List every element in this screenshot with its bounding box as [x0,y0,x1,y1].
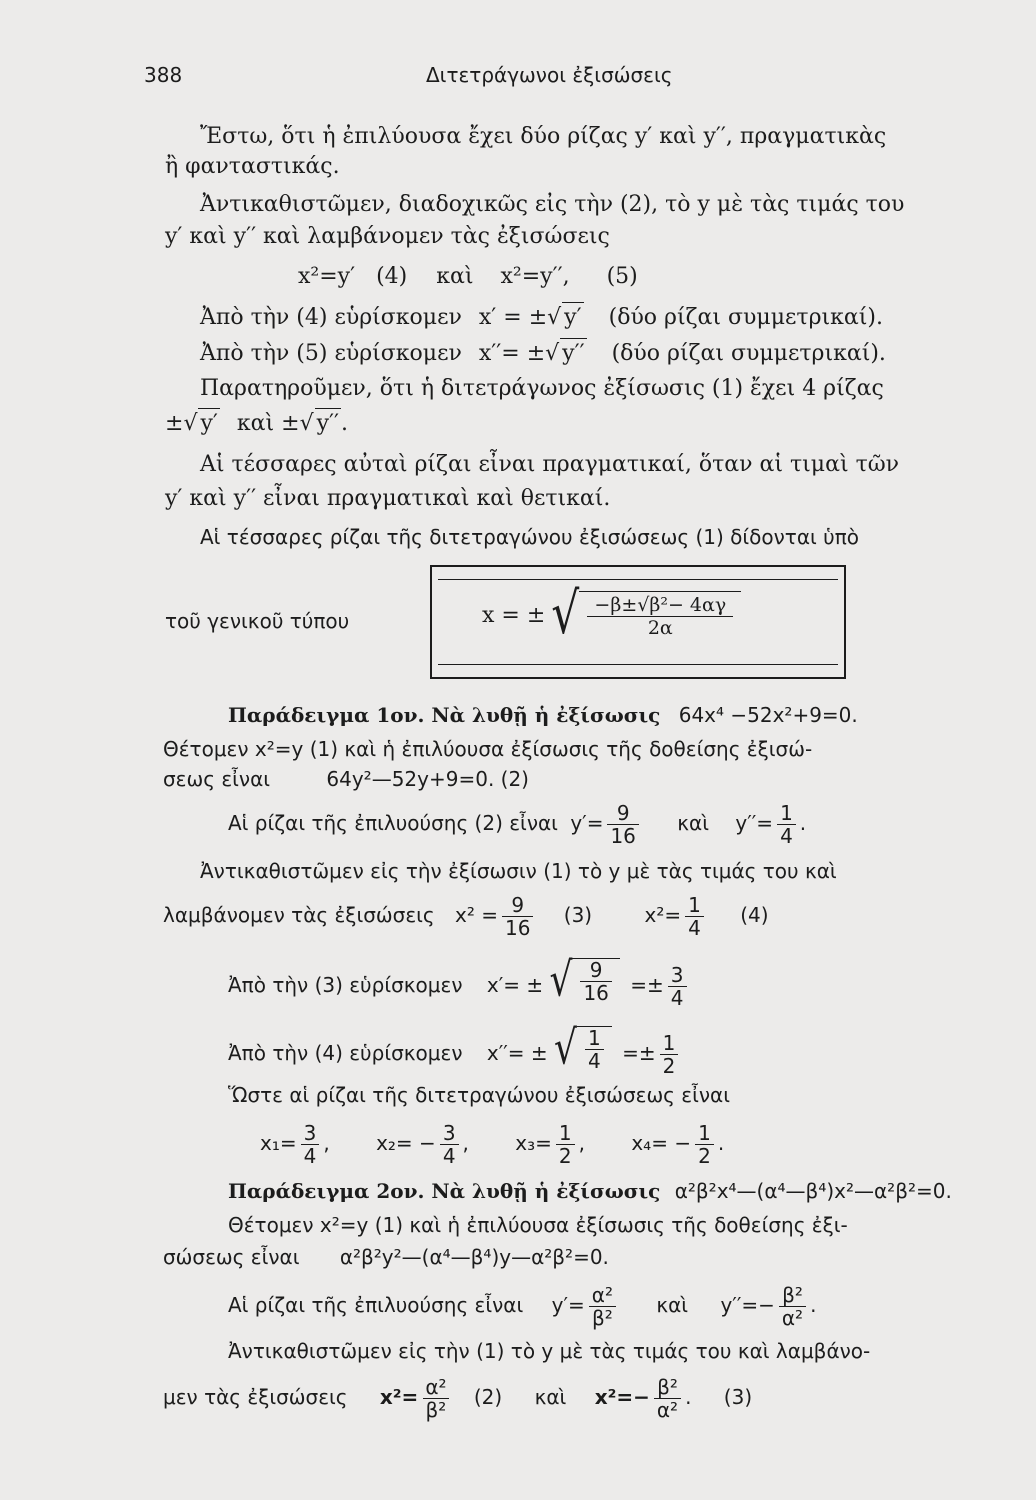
denominator: 4 [685,916,704,939]
paragraph-line: Ἀντικαθιστῶμεν, διαδοχικῶς εἰς τὴν (2), τὸ y μὲ τὰς τιμάς του [200,192,905,217]
root: x₃= [515,1131,552,1155]
denominator: 2 [556,1144,575,1167]
fraction [580,959,611,1004]
root: x₁= [260,1131,297,1155]
root: x₂= − [376,1131,436,1155]
text: σώσεως εἶναι [163,1245,300,1269]
equation: x²=− [594,1385,650,1409]
example-equation: 64x⁴ −52x²+9=0. [678,703,858,727]
radical-body [579,591,741,639]
numerator: β² [782,1283,803,1307]
equation: x′= ± [486,973,544,997]
equation: =± [622,1041,656,1065]
example-equation: α²β²x⁴—(α⁴—β⁴)x²—α²β²=0. [674,1179,952,1203]
example-title: Παράδειγμα 1ον. Νὰ λυθῇ ἡ ἐξίσωσις [228,703,661,727]
numerator: 1 [698,1121,711,1145]
four-roots-line [165,408,348,439]
conjunction: καὶ [677,811,710,835]
page-number: 388 [144,63,183,87]
big-radical [551,581,741,648]
radical-sign: √ [549,953,573,1007]
numerator: 1 [662,1031,676,1055]
equation: y′′= [735,811,774,835]
fraction [589,1284,616,1329]
numerator: 3 [442,1121,456,1145]
numerator: 1 [587,1026,601,1050]
fraction [779,1284,806,1329]
ex1-from-3 [228,953,691,1010]
radical-sign: √ [547,305,562,330]
radical-sign: √ [545,341,560,366]
denominator: 4 [440,1144,459,1167]
paragraph-line: Ἔστω, ὅτι ἡ ἐπιλύουσα ἔχει δύο ρίζας y′ καὶ y′′, πραγματικὰς [200,124,887,149]
denominator: 4 [777,824,796,847]
paragraph-line: y′ καὶ y′′ εἶναι πραγματικαὶ καὶ θετικαί. [165,486,611,511]
result-line-4 [200,302,883,333]
equation-tag: (3) [723,1385,753,1409]
period: . [799,811,807,835]
equation: y′′=− [720,1293,775,1317]
ex1-from-4 [228,1021,682,1078]
equation: x²=y′ [298,264,356,289]
general-formula-box [430,565,846,679]
ex1-roots-list: x₁= $\frac{3}{4}$ , x₂= − $\frac{3}{4}$ , x₃= $\frac{1}{2}$ , x₄= − $\frac{1}{2}$ . [260,1121,725,1168]
text: (δύο ρίζαι συμμετρικαί). [608,305,883,330]
conjunction: καὶ [534,1385,567,1409]
conjunction: καὶ [656,1293,689,1317]
equation-tag: (2) [473,1385,503,1409]
root: x₄= − [631,1131,692,1155]
radicand: y′ [562,302,583,333]
radical-sign: √ [554,1021,577,1075]
text: Ἀπὸ τὴν (4) εὑρίσκομεν [228,1041,463,1065]
ex1-roots-line [228,802,806,847]
equation: x′′= ± [478,341,546,366]
period: . [341,411,349,436]
paragraph-line: Θέτομεν x²=y (1) καὶ ἡ ἐπιλύουσα ἐξίσωσις τῆς δοθείσης ἐξισώ- [163,737,813,761]
paragraph-line: y′ καὶ y′′ καὶ λαμβάνομεν τὰς ἐξισώσεις [165,224,610,249]
running-title: Διτετράγωνοι ἐξισώσεις [426,63,673,87]
text: Αἱ ρίζαι τῆς ἐπιλυούσης (2) εἶναι [228,811,558,835]
radicand: y′′ [560,338,586,369]
radical-body [572,958,619,1004]
radicand: y′ [198,408,219,439]
fraction [502,894,533,939]
fraction [695,1122,714,1167]
numerator: 1 [780,801,793,825]
numerator: 9 [589,958,603,982]
resolvent-line [163,764,529,794]
formula-lhs: x = ± [482,602,546,628]
ex2-equations-line: μεν τὰς ἐξισώσεις x²= $\frac{\text{α²}}{\text{β²}}$ (2) καὶ x²=− $\frac{\text{β²}}{\text{α²}}$ . (3) [163,1375,753,1422]
text: μεν τὰς ἐξισώσεις [163,1385,348,1409]
example-title: Παράδειγμα 2ον. Νὰ λυθῇ ἡ ἐξίσωσις [228,1179,661,1203]
fraction [556,1122,575,1167]
result-line-5 [200,338,886,369]
numerator: β² [657,1375,678,1399]
text: σεως εἶναι [163,767,271,791]
fraction [422,1376,449,1421]
denominator: 16 [580,981,611,1004]
example-2-heading [228,1176,952,1206]
denominator: 2α [587,616,733,639]
equation: x²= [379,1385,419,1409]
denominator: β² [589,1306,616,1329]
general-formula-label: τοῦ γενικοῦ τύπου [165,609,350,633]
equation-line-4-5 [298,262,638,292]
numerator: 9 [616,801,630,825]
numerator: 1 [688,893,701,917]
fraction [440,1122,459,1167]
paragraph-line: ἢ φανταστικάς. [165,154,340,179]
fraction [654,1376,681,1421]
numerator: 3 [303,1121,317,1145]
conjunction: καὶ [436,264,474,289]
fraction [585,1027,604,1072]
equation: y′= [551,1293,585,1317]
text: (δύο ρίζαι συμμετρικαί). [611,341,886,366]
paragraph-line: Παρατηροῦμεν, ὅτι ἡ διτετράγωνος ἐξίσωσις (1) ἔχει 4 ρίζας [200,376,884,401]
denominator: 4 [301,1144,320,1167]
paragraph-line: Αἱ τέσσαρες ρίζαι τῆς διτετραγώνου ἐξισώσεως (1) δίδονται ὑπὸ [200,525,859,549]
numerator: −β±√β²− 4αγ [594,594,727,616]
paragraph-line: Ἀντικαθιστῶμεν εἰς τὴν (1) τὸ y μὲ τὰς τιμάς του καὶ λαμβάνο- [228,1339,871,1363]
resolvent-line [163,1242,609,1272]
general-formula [482,581,741,648]
fraction [301,1122,320,1167]
equation: 64y²—52y+9=0. (2) [326,767,529,791]
radical-body [577,1026,612,1072]
text: Ἀπὸ τὴν (3) εὑρίσκομεν [228,973,463,997]
equation: y′= [570,811,604,835]
denominator: β² [423,1398,450,1421]
denominator: α² [654,1398,681,1421]
equation: x² = [455,903,498,927]
denominator: 4 [668,986,687,1009]
fraction [685,894,704,939]
numerator: 3 [670,963,684,987]
fraction [660,1032,679,1077]
paragraph-line: Αἱ τέσσαρες αὐταὶ ρίζαι εἶναι πραγματικαί, ὅταν αἱ τιμαὶ τῶν [200,452,900,477]
example-1-heading [228,700,858,730]
fraction [607,802,638,847]
equation-tag: (5) [606,264,638,289]
radical [554,1021,612,1075]
fraction [668,964,687,1009]
equation: =± [630,973,664,997]
paragraph-line: Ἀντικαθιστῶμεν εἰς τὴν ἐξίσωσιν (1) τὸ y μὲ τὰς τιμάς του καὶ [200,859,837,883]
equation-tag: (4) [376,264,408,289]
fraction [587,594,733,639]
radical [549,953,619,1007]
equation-tag: (4) [740,903,769,927]
text: Ἀπὸ τὴν (4) εὑρίσκομεν [200,305,462,330]
numerator: 1 [558,1121,572,1145]
radical-sign: √ [299,411,314,436]
text: Ἀπὸ τὴν (5) εὑρίσκομεν [200,341,462,366]
ex1-equations-line [163,894,769,939]
paragraph-line: Θέτομεν x²=y (1) καὶ ἡ ἐπιλύουσα ἐξίσωσις τῆς δοθείσης ἐξι- [228,1213,848,1237]
equation: x²= [644,903,682,927]
equation: x′′= ± [486,1041,548,1065]
radical-sign: √ [183,411,198,436]
text: καὶ ± [236,411,300,436]
plus-minus: ± [165,411,184,436]
denominator: 4 [585,1049,604,1072]
numerator: 9 [511,893,525,917]
radical-sign: √ [551,581,580,648]
equation: α²β²y²—(α⁴—β⁴)y—α²β²=0. [339,1245,609,1269]
fraction [777,802,796,847]
denominator: α² [779,1306,806,1329]
equation-tag: (3) [563,903,593,927]
numerator: α² [591,1283,613,1307]
denominator: 2 [695,1144,714,1167]
denominator: 16 [607,824,638,847]
numerator: α² [425,1375,447,1399]
paragraph-line: Ὥστε αἱ ρίζαι τῆς διτετραγώνου ἐξισώσεως εἶναι [228,1083,730,1107]
text: Αἱ ρίζαι τῆς ἐπιλυούσης εἶναι [228,1293,524,1317]
ex2-roots-line: Αἱ ρίζαι τῆς ἐπιλυούσης εἶναι y′= $\frac{\text{α²}}{\text{β²}}$ καὶ y′′=− $\frac{\text{β²}}{\text{α²}}$ . [228,1283,817,1330]
radicand: y′′ [315,408,341,439]
denominator: 2 [660,1054,679,1077]
equation: x′ = ± [478,305,548,330]
equation: x²=y′′, [500,264,570,289]
denominator: 16 [502,916,533,939]
text: λαμβάνομεν τὰς ἐξισώσεις [163,903,435,927]
